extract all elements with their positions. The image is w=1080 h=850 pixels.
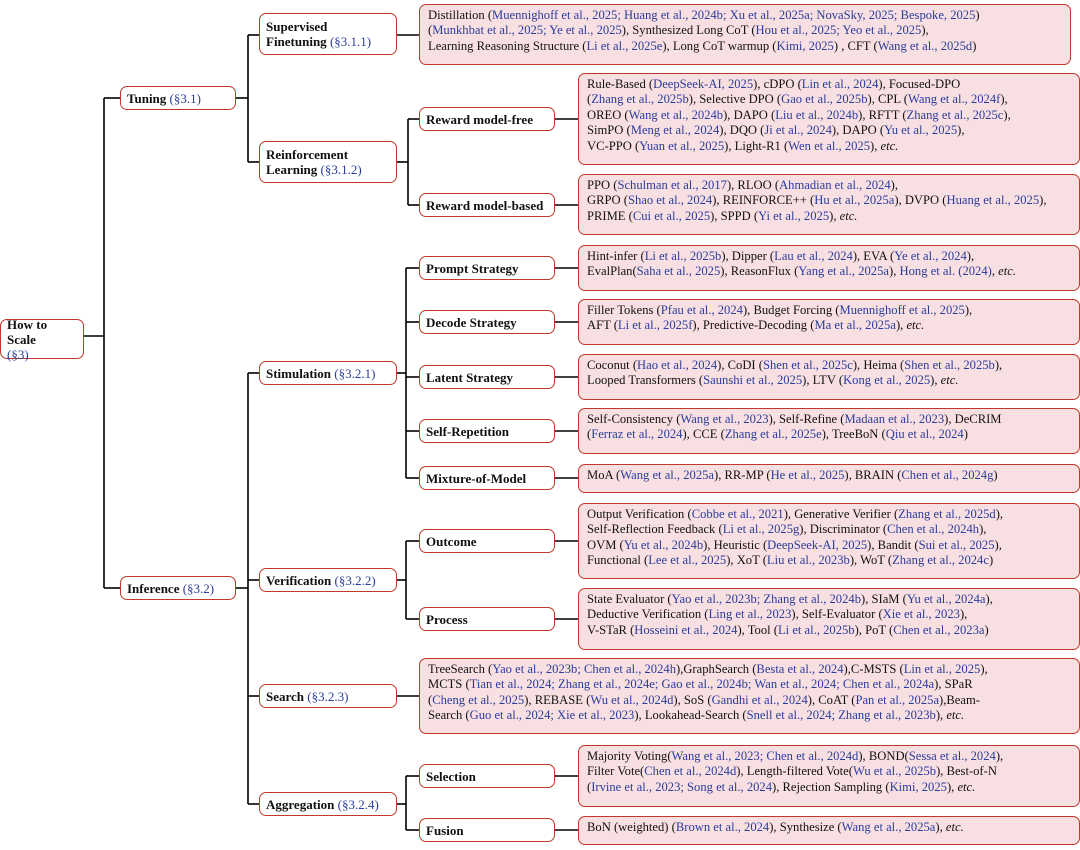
method-text: ), RFTT ( <box>858 107 907 122</box>
method-text: ), DAPO ( <box>723 107 776 122</box>
method-text: ), Budget Forcing ( <box>742 303 840 317</box>
method-text: ), Self-Evaluator ( <box>791 607 883 622</box>
citation: Li et al., 2025b <box>644 249 722 263</box>
leaf-mixture-of-model <box>578 464 1080 493</box>
method-text: ), <box>980 662 988 676</box>
method-text: ), <box>870 138 881 153</box>
node-inference: Inference (§3.2) <box>120 576 236 600</box>
leaf-latent-strategy <box>578 354 1080 400</box>
method-text: ), BOND( <box>858 749 909 763</box>
method-text: ( <box>587 92 592 107</box>
citation: Shao et al., 2024 <box>627 193 713 208</box>
citation: Li et al., 2025f <box>617 318 693 333</box>
citation: Wang et al., 2025a <box>620 468 715 482</box>
method-text: ), <box>946 779 958 794</box>
method-text: ) <box>993 468 998 482</box>
citation: Muennighoff et al., 2025; Huang et al., 2024b; Xu et al., 2025a; NovaSky, 2025; Bespoke, 2025 <box>492 8 976 22</box>
citation: DeepSeek-AI, 2025 <box>653 77 754 91</box>
method-text: Coconut ( <box>587 358 638 372</box>
citation: DeepSeek-AI, 2025 <box>767 537 868 552</box>
leaf-outcome <box>578 503 1080 579</box>
citation: Cui et al., 2025 <box>632 208 711 223</box>
citation: Yi et al., 2025 <box>758 208 830 223</box>
citation: Lin et al., 2025 <box>903 662 981 676</box>
leaf-line <box>587 318 1071 333</box>
node-latent-strategy: Latent Strategy <box>419 365 555 389</box>
leaf-supervised-finetuning <box>419 4 1071 65</box>
method-text: Deductive Verification ( <box>587 607 709 622</box>
node-outcome: Outcome <box>419 529 555 553</box>
method-text: EvalPlan( <box>587 264 637 279</box>
node-process: Process <box>419 607 555 631</box>
etc-text: etc. <box>906 318 925 333</box>
citation: Wu et al., 2024d <box>590 692 674 707</box>
method-text: ), <box>966 249 975 263</box>
leaf-search <box>419 658 1080 734</box>
citation: Yu et al., 2024a <box>906 592 986 606</box>
method-text: SimPO ( <box>587 123 631 138</box>
citation: Hou et al., 2025; Yeo et al., 2025 <box>755 23 922 38</box>
citation: He et al., 2025 <box>770 468 845 482</box>
method-text: Filter Vote( <box>587 764 645 779</box>
node-supervised-finetuning: Supervised Finetuning (§3.1.1) <box>259 13 397 55</box>
leaf-line <box>587 303 1071 318</box>
method-text: ), <box>979 522 987 537</box>
citation: Wang et al., 2023 <box>680 412 769 426</box>
method-text: ), <box>985 592 993 606</box>
method-text: ), Discriminator ( <box>799 522 888 537</box>
leaf-line <box>587 77 1071 92</box>
citation: Wang et al., 2024f <box>907 92 1001 107</box>
citation: Gandhi et al., 2024 <box>711 692 808 707</box>
method-text: ), Rejection Sampling ( <box>772 779 890 794</box>
method-text: BoN (weighted) ( <box>587 820 676 834</box>
leaf-line <box>428 693 1071 708</box>
method-text: ), <box>964 303 973 317</box>
leaf-line <box>587 373 1071 388</box>
leaf-line <box>587 507 1071 522</box>
etc-text: etc. <box>945 820 964 834</box>
method-text: ), DeCRIM <box>944 412 1002 426</box>
node-aggregation: Aggregation (§3.2.4) <box>259 792 397 816</box>
citation: Sui et al., 2025 <box>918 537 995 552</box>
node-self-repetition: Self-Repetition <box>419 419 555 443</box>
citation: Kimi, 2025 <box>889 779 947 794</box>
citation: Wen et al., 2025 <box>788 138 871 153</box>
method-text: ), <box>994 537 1002 552</box>
method-text: ), <box>1039 193 1047 208</box>
citation: Zhang et al., 2024c <box>892 553 989 568</box>
method-text: MCTS ( <box>428 677 470 692</box>
method-text: ), Self-Refine ( <box>768 412 845 426</box>
method-text: ), <box>1000 92 1008 107</box>
citation: Yang et al., 2025a <box>798 264 889 279</box>
method-text: ) <box>963 427 968 442</box>
citation: Ye et al., 2024 <box>894 249 967 263</box>
etc-text: etc. <box>957 779 976 794</box>
method-text: ), REBASE ( <box>524 692 591 707</box>
method-text: Search ( <box>428 708 470 723</box>
citation: Hong et al. (2024) <box>899 264 992 279</box>
method-text: ), <box>957 123 965 138</box>
method-text: ), BRAIN ( <box>844 468 902 482</box>
method-text: AFT ( <box>587 318 618 333</box>
citation: Wu et al., 2025b <box>852 764 937 779</box>
leaf-line <box>587 412 1071 427</box>
method-text: ), <box>994 358 1003 372</box>
method-text: ), CoDI ( <box>717 358 763 372</box>
leaf-line <box>428 23 1062 38</box>
citation: Wang et al., 2025a <box>841 820 936 834</box>
method-text: ), <box>930 373 941 388</box>
leaf-line <box>587 522 1071 537</box>
citation: Yao et al., 2023b; Zhang et al., 2024b <box>671 592 861 606</box>
method-text: ),C-MSTS ( <box>843 662 904 676</box>
leaf-line <box>587 193 1071 208</box>
leaf-line <box>587 538 1071 553</box>
citation: Cheng et al., 2025 <box>432 692 525 707</box>
method-text: ), CoAT ( <box>807 692 856 707</box>
node-tuning: Tuning (§3.1) <box>120 86 236 110</box>
leaf-line <box>587 764 1071 779</box>
node-reward-model-based: Reward model-based <box>419 193 555 217</box>
method-text: ), SPaR <box>934 677 973 692</box>
method-text: ) <box>975 8 980 22</box>
method-text: ), Focused-DPO <box>878 77 961 91</box>
method-text: Filler Tokens ( <box>587 303 661 317</box>
citation: Zhang et al., 2025c <box>906 107 1004 122</box>
method-text: ), Tool ( <box>737 622 778 637</box>
method-text: ), <box>921 23 929 38</box>
method-text: ), <box>935 708 947 723</box>
method-text: ), Synthesize ( <box>769 820 842 834</box>
leaf-line <box>428 8 1062 23</box>
citation: Wang et al., 2024b <box>628 107 724 122</box>
citation: Wang et al., 2023; Chen et al., 2024d <box>671 749 859 763</box>
citation: Yuan et al., 2025 <box>639 138 725 153</box>
leaf-prompt-strategy <box>578 245 1080 291</box>
leaf-line <box>587 607 1071 622</box>
method-text: PRIME ( <box>587 208 633 223</box>
node-reinforcement-learning: Reinforcement Learning (§3.1.2) <box>259 141 397 183</box>
method-text: ), PoT ( <box>854 622 894 637</box>
method-text: TreeSearch ( <box>428 662 493 676</box>
citation: Huang et al., 2025 <box>946 193 1040 208</box>
citation: Li et al., 2025e <box>586 38 663 53</box>
method-text: ), Generative Verifier ( <box>783 507 899 521</box>
method-text: ), <box>959 607 968 622</box>
method-text: ), Selective DPO ( <box>688 92 782 107</box>
citation: Liu et al., 2024b <box>775 107 859 122</box>
citation: Li et al., 2025g <box>722 522 800 537</box>
citation: Irvine et al., 2023; Song et al., 2024 <box>591 779 773 794</box>
citation: Besta et al., 2024 <box>756 662 844 676</box>
method-text: ), Bandit ( <box>867 537 919 552</box>
method-text: Functional ( <box>587 553 649 568</box>
node-selection: Selection <box>419 764 555 788</box>
leaf-line <box>587 468 1071 483</box>
method-text: ( <box>587 427 592 442</box>
citation: Snell et al., 2024; Zhang et al., 2023b <box>746 708 936 723</box>
method-text: ) <box>984 622 989 637</box>
method-text: ), DQO ( <box>719 123 765 138</box>
method-text: V-STaR ( <box>587 622 635 637</box>
citation: Zhang et al., 2025b <box>591 92 689 107</box>
node-fusion: Fusion <box>419 818 555 842</box>
citation: Cobbe et al., 2021 <box>691 507 784 521</box>
etc-text: etc. <box>940 373 959 388</box>
citation: Yu et al., 2025 <box>884 123 958 138</box>
leaf-line <box>587 623 1071 638</box>
leaf-line <box>587 178 1071 193</box>
leaf-decode-strategy <box>578 299 1080 345</box>
method-text: ), RLOO ( <box>726 178 780 192</box>
citation: Hu et al., 2025a <box>814 193 895 208</box>
citation: Chen et al., 2024d <box>644 764 737 779</box>
citation: Sessa et al., 2024 <box>908 749 996 763</box>
method-text: Hint-infer ( <box>587 249 645 263</box>
method-text: ), TreeBoN ( <box>821 427 886 442</box>
node-search: Search (§3.2.3) <box>259 684 397 708</box>
method-text: ), SoS ( <box>673 692 712 707</box>
citation: Hao et al., 2024 <box>637 358 718 372</box>
method-text: ),GraphSearch ( <box>676 662 757 676</box>
method-text: ), REINFORCE++ ( <box>712 193 815 208</box>
method-text: ) , CFT ( <box>833 38 878 53</box>
citation: Zhang et al., 2025d <box>898 507 996 521</box>
citation: Xie et al., 2023 <box>882 607 960 622</box>
citation: Chen et al., 2024h <box>887 522 980 537</box>
method-text: ), <box>895 318 907 333</box>
method-text: OREO ( <box>587 107 629 122</box>
leaf-fusion <box>578 816 1080 845</box>
citation: Zhang et al., 2025e <box>724 427 822 442</box>
citation: Munkhbat et al., 2025; Ye et al., 2025 <box>432 23 622 38</box>
leaf-line <box>587 209 1071 224</box>
method-text: Self-Reflection Feedback ( <box>587 522 723 537</box>
method-text: ) <box>988 553 994 568</box>
leaf-line <box>587 123 1071 138</box>
method-text: OVM ( <box>587 537 624 552</box>
method-text: ), CPL ( <box>867 92 908 107</box>
method-text: ), Length-filtered Vote( <box>736 764 853 779</box>
method-text: ), LTV ( <box>802 373 844 388</box>
leaf-line <box>587 139 1071 154</box>
leaf-selection <box>578 745 1080 807</box>
method-text: ), WoT ( <box>849 553 893 568</box>
method-text: VC-PPO ( <box>587 138 640 153</box>
method-text: ), <box>889 264 900 279</box>
leaf-process <box>578 588 1080 650</box>
citation: Gao et al., 2025b <box>781 92 868 107</box>
citation: Chen et al., 2024g <box>901 468 994 482</box>
citation: Kong et al., 2025 <box>843 373 931 388</box>
citation: Chen et al., 2023a <box>893 622 985 637</box>
method-text: ), SPPD ( <box>710 208 759 223</box>
leaf-line <box>428 662 1071 677</box>
citation: Saunshi et al., 2025 <box>703 373 803 388</box>
citation: Brown et al., 2024 <box>675 820 770 834</box>
node-mixture-of-model: Mixture-of-Model <box>419 466 555 490</box>
citation: Muennighoff et al., 2025 <box>839 303 965 317</box>
method-text: , <box>991 264 999 279</box>
node-prompt-strategy: Prompt Strategy <box>419 256 555 280</box>
etc-text: etc. <box>839 208 858 223</box>
leaf-line <box>587 249 1071 264</box>
leaf-line <box>587 749 1071 764</box>
method-text: ), Synthesized Long CoT ( <box>621 23 756 38</box>
method-text: ), ReasonFlux ( <box>720 264 799 279</box>
citation: Shen et al., 2025c <box>762 358 853 372</box>
method-text: ), <box>829 208 840 223</box>
citation: Schulman et al., 2017 <box>617 178 727 192</box>
citation: Hosseini et al., 2024 <box>634 622 738 637</box>
method-text: ) <box>972 38 977 53</box>
method-text: ), DAPO ( <box>831 123 885 138</box>
citation: Ferraz et al., 2024 <box>591 427 683 442</box>
method-text: ), Lookahead-Search ( <box>634 708 747 723</box>
etc-text: etc. <box>880 138 899 153</box>
citation: Lee et al., 2025 <box>648 553 727 568</box>
method-text: ), cDPO ( <box>753 77 802 91</box>
citation: Madaan et al., 2023 <box>844 412 945 426</box>
node-stimulation: Stimulation (§3.2.1) <box>259 361 397 385</box>
citation: Kimi, 2025 <box>776 38 834 53</box>
method-text: ), SIaM ( <box>861 592 907 606</box>
method-text: ( <box>428 692 433 707</box>
citation: Yao et al., 2023b; Chen et al., 2024h <box>492 662 676 676</box>
citation: Pan et al., 2025a <box>855 692 940 707</box>
leaf-line <box>428 708 1071 723</box>
method-text: GRPO ( <box>587 193 628 208</box>
citation: Liu et al., 2023b <box>766 553 850 568</box>
node-reward-model-free: Reward model-free <box>419 107 555 131</box>
method-text: ), Best-of-N <box>936 764 997 779</box>
citation: Wang et al., 2025d <box>877 38 973 53</box>
leaf-self-repetition <box>578 408 1080 454</box>
method-text: MoA ( <box>587 468 621 482</box>
method-text: Self-Consistency ( <box>587 412 681 426</box>
citation: Lin et al., 2024 <box>801 77 879 91</box>
method-text: ), Predictive-Decoding ( <box>692 318 815 333</box>
citation: Li et al., 2025b <box>777 622 855 637</box>
method-text: Distillation ( <box>428 8 493 22</box>
method-text: ), Long CoT warmup ( <box>662 38 777 53</box>
leaf-line <box>587 264 1071 279</box>
citation: Qiu et al., 2024 <box>885 427 964 442</box>
leaf-line <box>587 820 1071 835</box>
method-text: ), DVPO ( <box>894 193 947 208</box>
method-text: ), <box>995 507 1004 521</box>
citation: Ma et al., 2025a <box>814 318 896 333</box>
citation: Lau et al., 2024 <box>774 249 853 263</box>
method-text: ),Beam- <box>939 692 980 707</box>
citation: Shen et al., 2025b <box>904 358 995 372</box>
method-text: Majority Voting( <box>587 749 672 763</box>
method-text: ( <box>428 23 433 38</box>
leaf-line <box>587 108 1071 123</box>
method-text: Looped Transformers ( <box>587 373 704 388</box>
method-text: State Evaluator ( <box>587 592 672 606</box>
leaf-reward-model-free <box>578 73 1080 165</box>
leaf-line <box>587 780 1071 795</box>
leaf-line <box>428 39 1062 54</box>
method-text: Output Verification ( <box>587 507 692 521</box>
leaf-reward-model-based <box>578 174 1080 235</box>
citation: Guo et al., 2024; Xie et al., 2023 <box>469 708 635 723</box>
etc-text: etc. <box>946 708 965 723</box>
method-text: ), EVA ( <box>852 249 895 263</box>
method-text: ), RR-MP ( <box>714 468 771 482</box>
node-decode-strategy: Decode Strategy <box>419 310 555 334</box>
leaf-line <box>587 92 1071 107</box>
method-text: ( <box>587 779 592 794</box>
node-how-to-scale: How to Scale (§3) <box>0 319 84 359</box>
method-text: ), CCE ( <box>682 427 725 442</box>
citation: Saha et al., 2025 <box>636 264 721 279</box>
method-text: ), Dipper ( <box>721 249 775 263</box>
method-text: ), Heuristic ( <box>703 537 768 552</box>
leaf-line <box>587 358 1071 373</box>
citation: Yu et al., 2024b <box>623 537 704 552</box>
citation: Ahmadian et al., 2024 <box>779 178 891 192</box>
method-text: ), <box>935 820 946 834</box>
leaf-line <box>587 553 1071 568</box>
method-text: Rule-Based ( <box>587 77 654 91</box>
leaf-line <box>587 592 1071 607</box>
method-text: ), XoT ( <box>726 553 767 568</box>
method-text: ), Light-R1 ( <box>724 138 789 153</box>
citation: Ji et al., 2024 <box>764 123 832 138</box>
etc-text: etc. <box>998 264 1016 279</box>
leaf-line <box>428 677 1071 692</box>
node-verification: Verification (§3.2.2) <box>259 568 397 592</box>
leaf-line <box>587 427 1071 442</box>
citation: Tian et al., 2024; Zhang et al., 2024e; Gao et al., 2024b; Wan et al., 2024; Chen et al., 2024a <box>469 677 935 692</box>
method-text: Learning Reasoning Structure ( <box>428 38 587 53</box>
method-text: ), <box>890 178 898 192</box>
method-text: PPO ( <box>587 178 618 192</box>
citation: Pfau et al., 2024 <box>660 303 743 317</box>
method-text: ), <box>995 749 1004 763</box>
method-text: ), <box>1003 107 1011 122</box>
method-text: ), Heima ( <box>852 358 905 372</box>
citation: Meng et al., 2024 <box>630 123 720 138</box>
citation: Ling et al., 2023 <box>708 607 792 622</box>
